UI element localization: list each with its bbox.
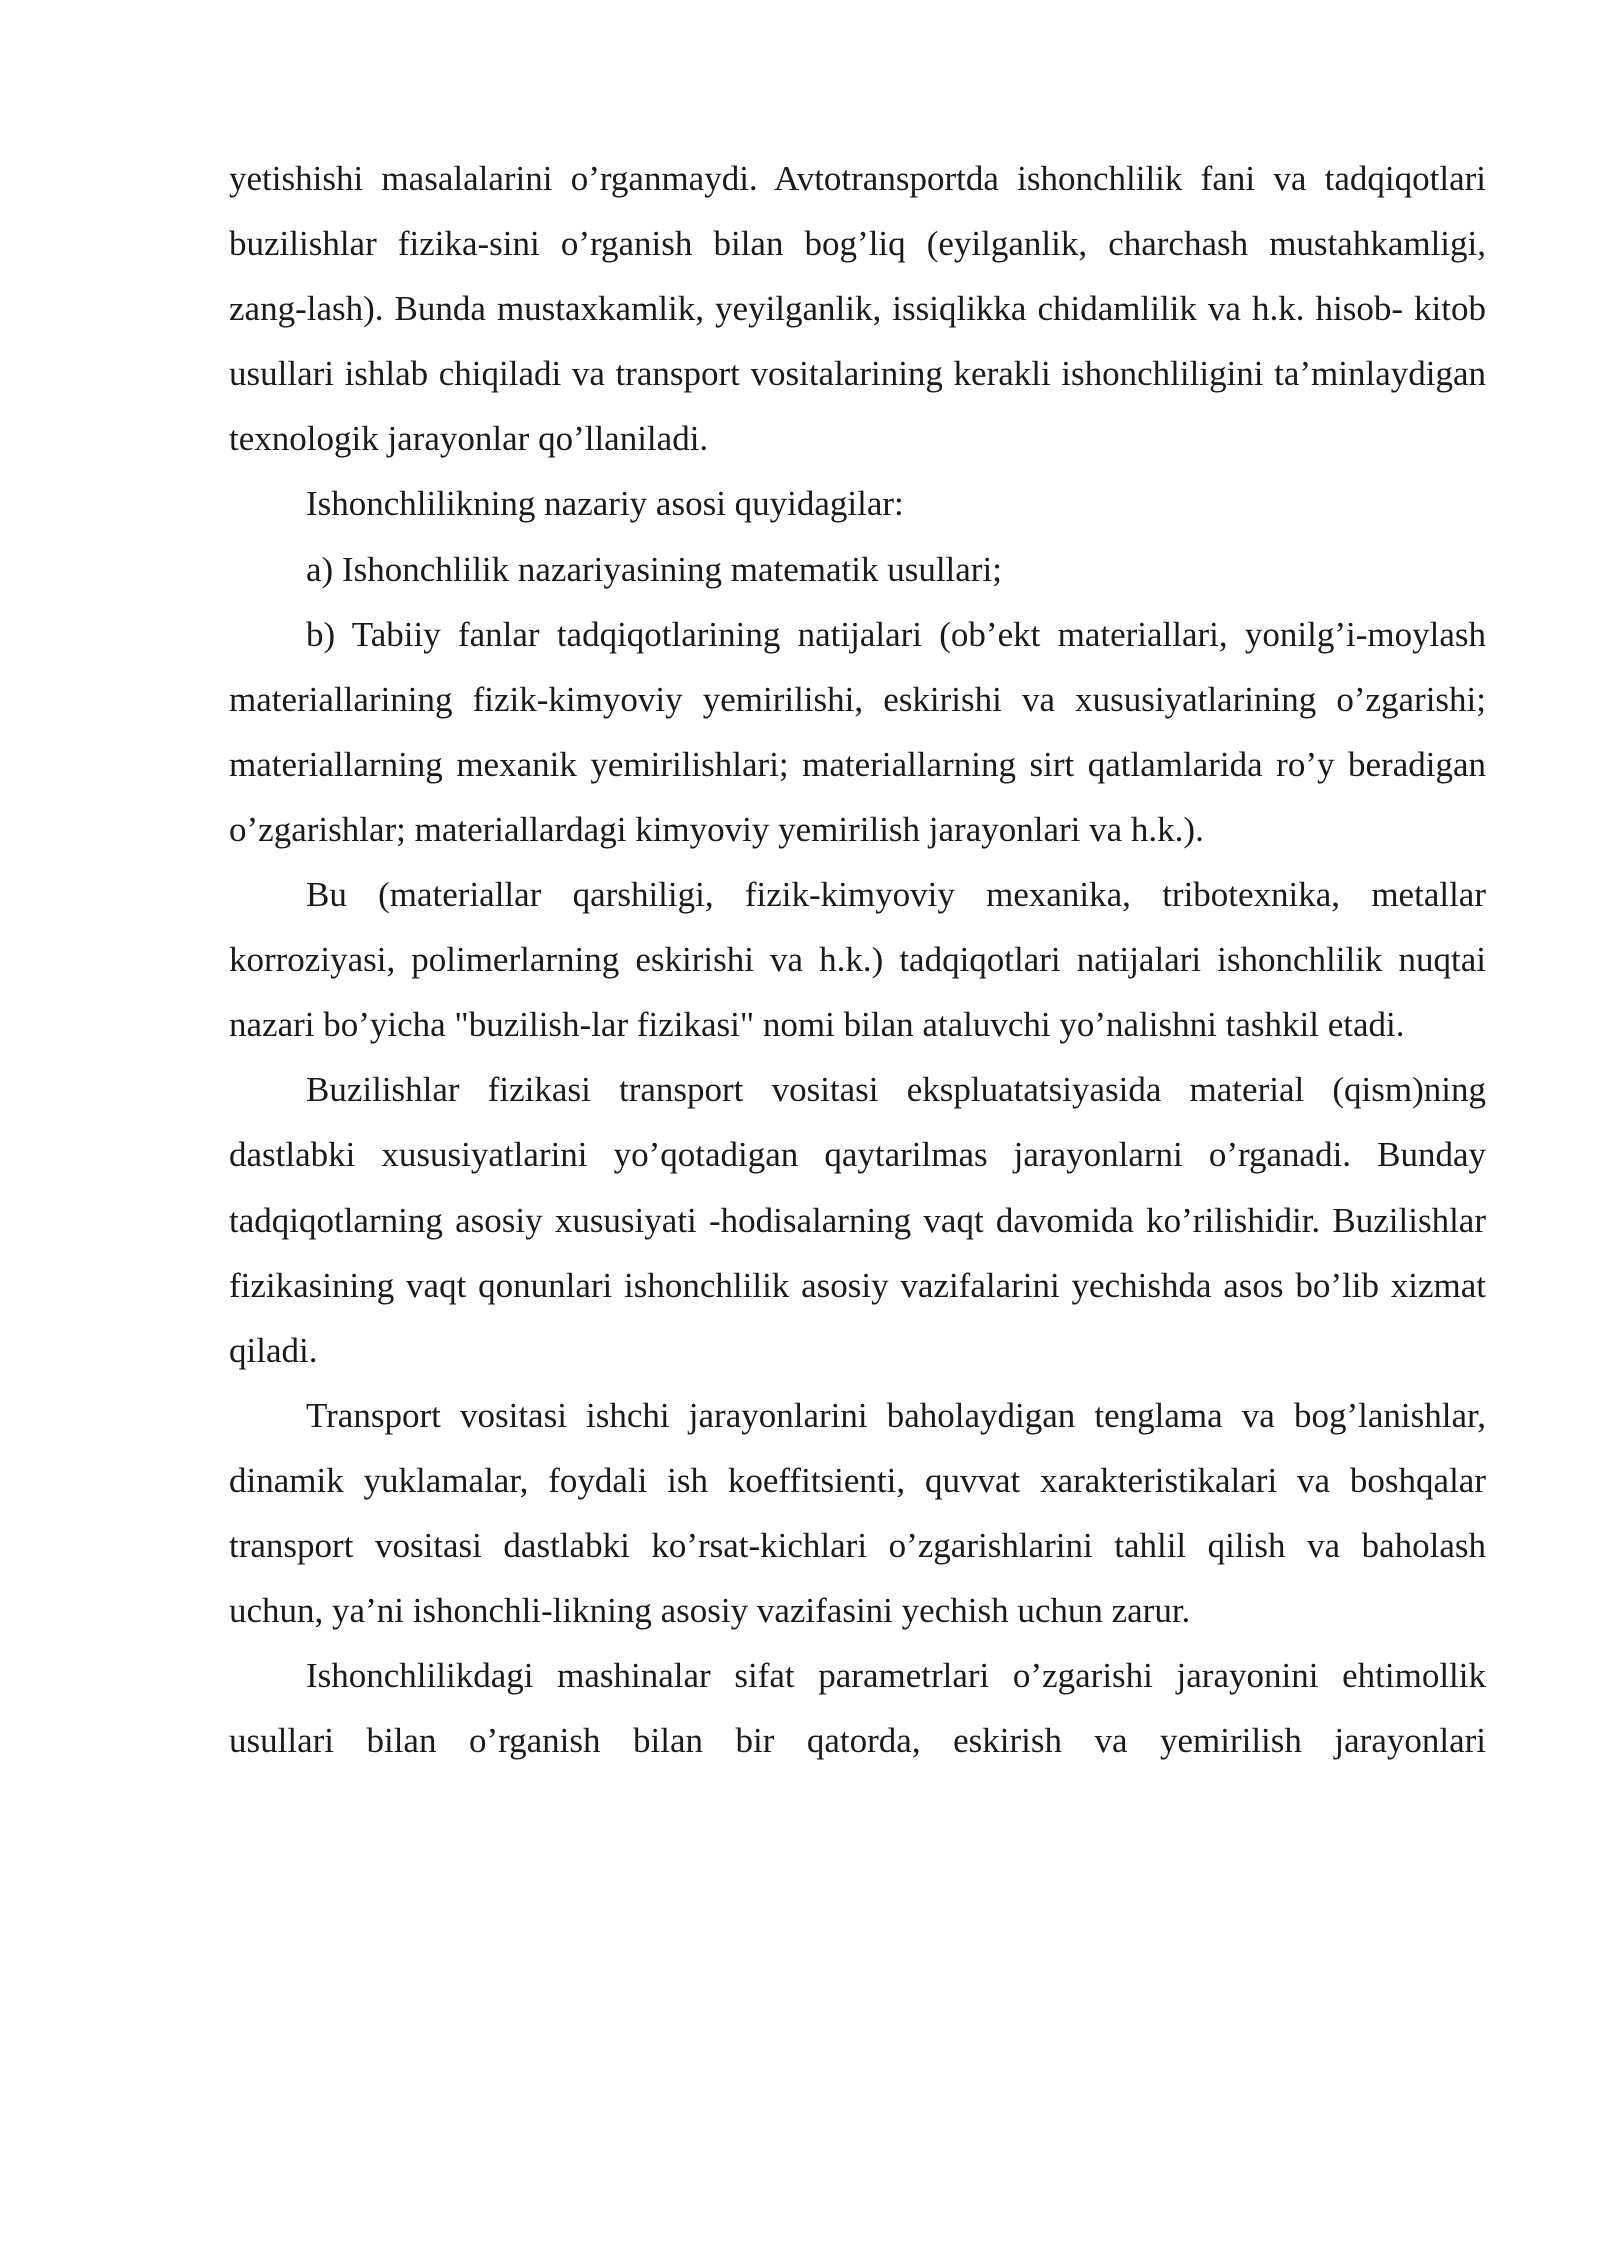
paragraph-working-processes: Transport vositasi ishchi jarayonlarini baholaydigan tenglama va bog’lanishlar, dinamik yuklamalar, foydali ish koeffitsienti, quvvat xarakteristikalari va boshqalar transport vositasi dastlabki ko’rsat-kichlari o’zgarishlarini tahlil qilish va baholash uchun, ya’ni ishonchli-likning asosiy vazifasini yechish uchun zarur. — [229, 1395, 1486, 1631]
paragraph-theory-intro: Ishonchlilikning nazariy asosi quyidagilar: — [306, 484, 904, 524]
list-item-a: a) Ishonchlilik nazariyasining matematik usullari; — [306, 549, 1002, 589]
paragraph-quality-parameters: Ishonchlilikdagi mashinalar sifat parametrlari o’zgarishi jarayonini ehtimollik usullari bilan o’rganish bilan bir qatorda, eskirish va yemirilish jarayonlari — [229, 1656, 1486, 1761]
paragraph-failure-physics-definition: Buzilishlar fizikasi transport vositasi ekspluatatsiyasida material (qism)ning dastlabki xususiyatlarini yo’qotadigan qaytarilmas jarayonlarni o’rganadi. Bunday tadqiqotlarning asosiy xususiyati -hodisalarning vaqt davomida ko’rilishidir. Buzilishlar fizikasining vaqt qonunlari ishonchlilik asosiy vazifalarini yechishda asos bo’lib xizmat qiladi. — [229, 1070, 1486, 1370]
paragraph-failure-physics: Bu (materiallar qarshiligi, fizik-kimyoviy mexanika, tribotexnika, metallar korroziyasi, polimerlarning eskirishi va h.k.) tadqiqotlari natijalari ishonchlilik nuqtai nazari bo’yicha "buzilish-lar fizikasi" nomi bilan ataluvchi yo’nalishni tashkil etadi. — [229, 875, 1486, 1045]
paragraph-continuation: yetishishi masalalarini o’rganmaydi. Avtotransportda ishonchlilik fani va tadqiqotlari buzilishlar fizika-sini o’rganish bilan bog’liq (eyilganlik, charchash mustahkamligi, zang-lash). Bunda mustaxkamlik, yeyilganlik, issiqlikka chidamlilik va h.k. hisob- kitob usullari ishlab chiqiladi va transport vositalarining kerakli ishonchliligini ta’minlaydigan texnologik jarayonlar qo’llaniladi. — [229, 159, 1486, 459]
document-body — [229, 146, 1486, 1773]
list-item-b: b) Tabiiy fanlar tadqiqotlarining natijalari (ob’ekt materiallari, yonilg’i-moylash materiallarining fizik-kimyoviy yemirilishi, eskirishi va xususiyatlarining o’zgarishi; materiallarning mexanik yemirilishlari; materiallarning sirt qatlamlarida ro’y beradigan o’zgarishlar; materiallardagi kimyoviy yemirilish jarayonlari va h.k.). — [229, 614, 1486, 849]
